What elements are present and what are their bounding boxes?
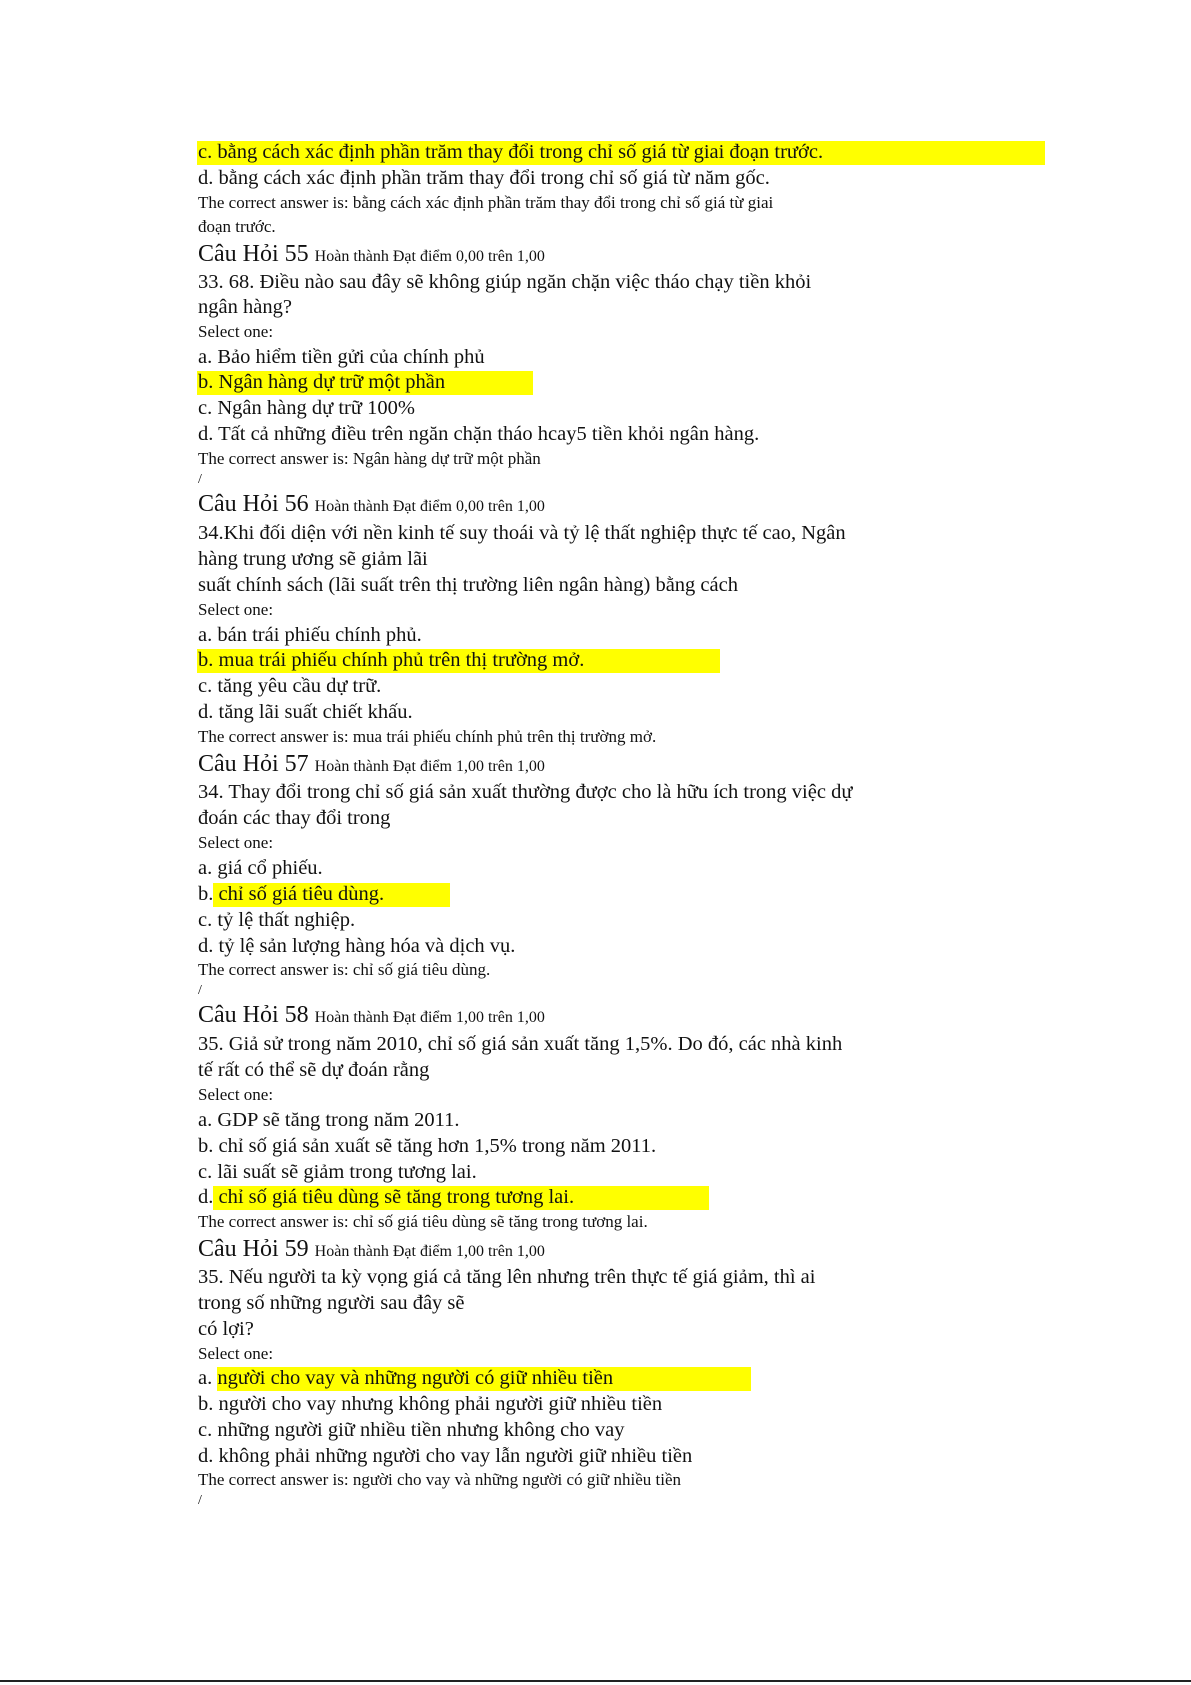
- answer-option-a: a. GDP sẽ tăng trong năm 2011.: [198, 1109, 460, 1131]
- answer-option-d: d. không phải những người cho vay lẫn người giữ nhiều tiền: [198, 1445, 693, 1467]
- correct-answer-text: The correct answer is: Ngân hàng dự trữ một phần: [198, 449, 541, 468]
- question-status: Hoàn thành Đạt điểm 1,00 trên 1,00: [314, 1243, 545, 1260]
- separator-slash: /: [198, 983, 202, 998]
- question-status: Hoàn thành Đạt điểm 0,00 trên 1,00: [314, 498, 545, 515]
- question-label: Câu Hỏi: [198, 1002, 279, 1028]
- correct-answer-text-cont: đoạn trước.: [198, 217, 276, 236]
- answer-option-c: c. những người giữ nhiều tiền nhưng không cho vay: [198, 1419, 625, 1441]
- answer-option-a: a. bán trái phiếu chính phủ.: [198, 624, 422, 646]
- select-one-label: Select one:: [198, 600, 274, 619]
- question-text: 35. Giả sử trong năm 2010, chỉ số giá sản xuất tăng 1,5%. Do đó, các nhà kinh: [198, 1033, 843, 1055]
- answer-option-a: a. người cho vay và những người có giữ nhiều tiền: [198, 1367, 614, 1389]
- answer-option-b: b. Ngân hàng dự trữ một phần: [198, 371, 446, 393]
- question-text: hàng trung ương sẽ giảm lãi: [198, 548, 428, 570]
- correct-answer-text: The correct answer is: chỉ số giá tiêu dùng.: [198, 960, 491, 979]
- correct-answer-text: The correct answer is: bằng cách xác định phần trăm thay đổi trong chỉ số giá từ giai: [198, 193, 774, 212]
- question-label: Câu Hỏi: [198, 751, 279, 777]
- answer-option-c: c. Ngân hàng dự trữ 100%: [198, 397, 415, 419]
- question-header: [198, 240, 545, 271]
- answer-option-b: b. người cho vay nhưng không phải người giữ nhiều tiền: [198, 1393, 663, 1415]
- question-number: 57: [284, 751, 309, 777]
- question-text: trong số những người sau đây sẽ: [198, 1292, 465, 1314]
- question-status: Hoàn thành Đạt điểm 1,00 trên 1,00: [314, 1009, 545, 1026]
- question-header: [198, 750, 545, 781]
- answer-option-d: d. chỉ số giá tiêu dùng sẽ tăng trong tương lai.: [198, 1186, 575, 1208]
- question-header: [198, 490, 545, 521]
- answer-option-d: d. bằng cách xác định phần trăm thay đổi trong chỉ số giá từ năm gốc.: [198, 167, 770, 189]
- answer-option-c: c. tăng yêu cầu dự trữ.: [198, 675, 382, 697]
- question-text: 34. Thay đổi trong chỉ số giá sản xuất thường được cho là hữu ích trong việc dự: [198, 781, 853, 803]
- separator-slash: /: [198, 472, 202, 487]
- answer-option-b: b. mua trái phiếu chính phủ trên thị trường mở.: [198, 649, 585, 671]
- answer-option-d: d. Tất cả những điều trên ngăn chặn tháo hcay5 tiền khỏi ngân hàng.: [198, 423, 760, 445]
- question-number: 56: [284, 491, 309, 517]
- question-number: 58: [284, 1002, 309, 1028]
- question-text: 34.Khi đối diện với nền kinh tế suy thoái và tỷ lệ thất nghiệp thực tế cao, Ngân: [198, 522, 846, 544]
- answer-option-a: a. giá cổ phiếu.: [198, 857, 323, 879]
- question-text: tế rất có thể sẽ dự đoán rằng: [198, 1059, 430, 1081]
- question-label: Câu Hỏi: [198, 241, 279, 267]
- answer-option-c: c. lãi suất sẽ giảm trong tương lai.: [198, 1161, 477, 1183]
- question-text: 35. Nếu người ta kỳ vọng giá cả tăng lên nhưng trên thực tế giá giảm, thì ai: [198, 1266, 816, 1288]
- question-label: Câu Hỏi: [198, 491, 279, 517]
- question-text: đoán các thay đổi trong: [198, 807, 391, 829]
- page-bottom-rule: [0, 1680, 1191, 1682]
- question-text: suất chính sách (lãi suất trên thị trường liên ngân hàng) bằng cách: [198, 574, 738, 596]
- question-status: Hoàn thành Đạt điểm 0,00 trên 1,00: [314, 248, 545, 265]
- select-one-label: Select one:: [198, 1344, 274, 1363]
- question-number: 59: [284, 1236, 309, 1262]
- question-number: 55: [284, 241, 309, 267]
- question-text: 33. 68. Điều nào sau đây sẽ không giúp ngăn chặn việc tháo chạy tiền khỏi: [198, 271, 812, 293]
- question-status: Hoàn thành Đạt điểm 1,00 trên 1,00: [314, 758, 545, 775]
- correct-answer-text: The correct answer is: mua trái phiếu chính phủ trên thị trường mở.: [198, 727, 657, 746]
- question-header: [198, 1001, 545, 1032]
- separator-slash: /: [198, 1493, 202, 1508]
- select-one-label: Select one:: [198, 322, 274, 341]
- answer-option-d: d. tăng lãi suất chiết khấu.: [198, 701, 413, 723]
- question-text: ngân hàng?: [198, 296, 292, 318]
- answer-option-b: b. chỉ số giá tiêu dùng.: [198, 883, 385, 905]
- correct-answer-text: The correct answer is: người cho vay và những người có giữ nhiều tiền: [198, 1470, 682, 1489]
- answer-option-d: d. tỷ lệ sản lượng hàng hóa và dịch vụ.: [198, 935, 516, 957]
- select-one-label: Select one:: [198, 1085, 274, 1104]
- answer-option-a: a. Bảo hiểm tiền gửi của chính phủ: [198, 346, 485, 368]
- select-one-label: Select one:: [198, 833, 274, 852]
- question-label: Câu Hỏi: [198, 1236, 279, 1262]
- question-text: có lợi?: [198, 1318, 254, 1340]
- correct-answer-text: The correct answer is: chỉ số giá tiêu dùng sẽ tăng trong tương lai.: [198, 1212, 648, 1231]
- question-header: [198, 1235, 545, 1266]
- answer-option-c: c. tỷ lệ thất nghiệp.: [198, 909, 356, 931]
- answer-option-b: b. chỉ số giá sản xuất sẽ tăng hơn 1,5% trong năm 2011.: [198, 1135, 657, 1157]
- answer-option-c: c. bằng cách xác định phần trăm thay đổi trong chỉ số giá từ giai đoạn trước.: [198, 141, 824, 163]
